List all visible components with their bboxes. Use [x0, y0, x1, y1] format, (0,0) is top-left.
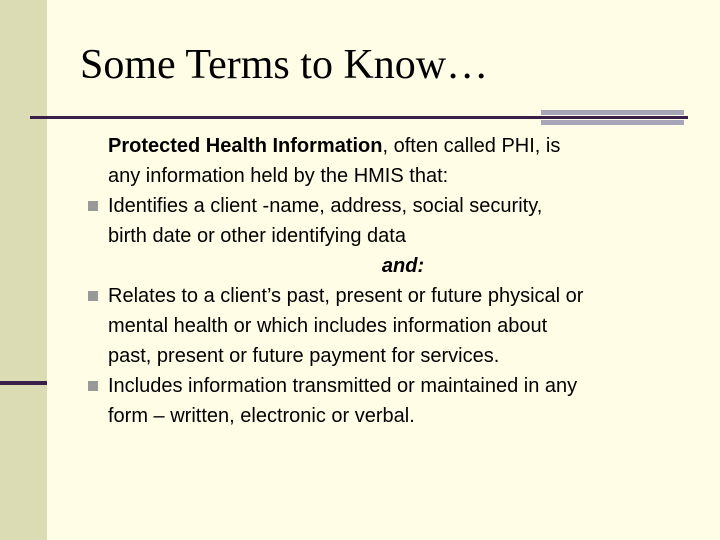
bullet-item-relates-cont-1: mental health or which includes information about — [108, 315, 548, 337]
intro-line-2: any information held by the HMIS that: — [108, 165, 449, 187]
title-rule — [30, 116, 688, 119]
bullet-item-identifies: Identifies a client -name, address, social security, — [88, 191, 698, 221]
title-rule-light-bottom — [541, 120, 684, 125]
intro-line-1 — [88, 131, 698, 161]
bullet-item-relates-cont-2: past, present or future payment for services. — [108, 345, 500, 367]
term-phi: Protected Health Information — [108, 135, 383, 157]
bullet-item-includes-cont: form – written, electronic or verbal. — [108, 405, 415, 427]
square-bullet-icon — [88, 291, 98, 301]
square-bullet-icon — [88, 381, 98, 391]
slide-body — [88, 131, 698, 431]
left-accent-bar — [0, 381, 47, 385]
intro-text-1: , often called PHI, is — [382, 135, 561, 157]
square-bullet-icon — [88, 201, 98, 211]
bullet-item-includes: Includes information transmitted or maintained in any — [88, 371, 698, 401]
connector-and: and: — [381, 255, 425, 277]
left-decorative-band — [0, 0, 47, 540]
bullet-item-relates: Relates to a client’s past, present or future physical or — [88, 281, 698, 311]
title-rule-light-top — [541, 110, 684, 115]
slide-title: Some Terms to Know… — [80, 42, 489, 88]
bullet-item-identifies-cont: birth date or other identifying data — [108, 225, 406, 247]
